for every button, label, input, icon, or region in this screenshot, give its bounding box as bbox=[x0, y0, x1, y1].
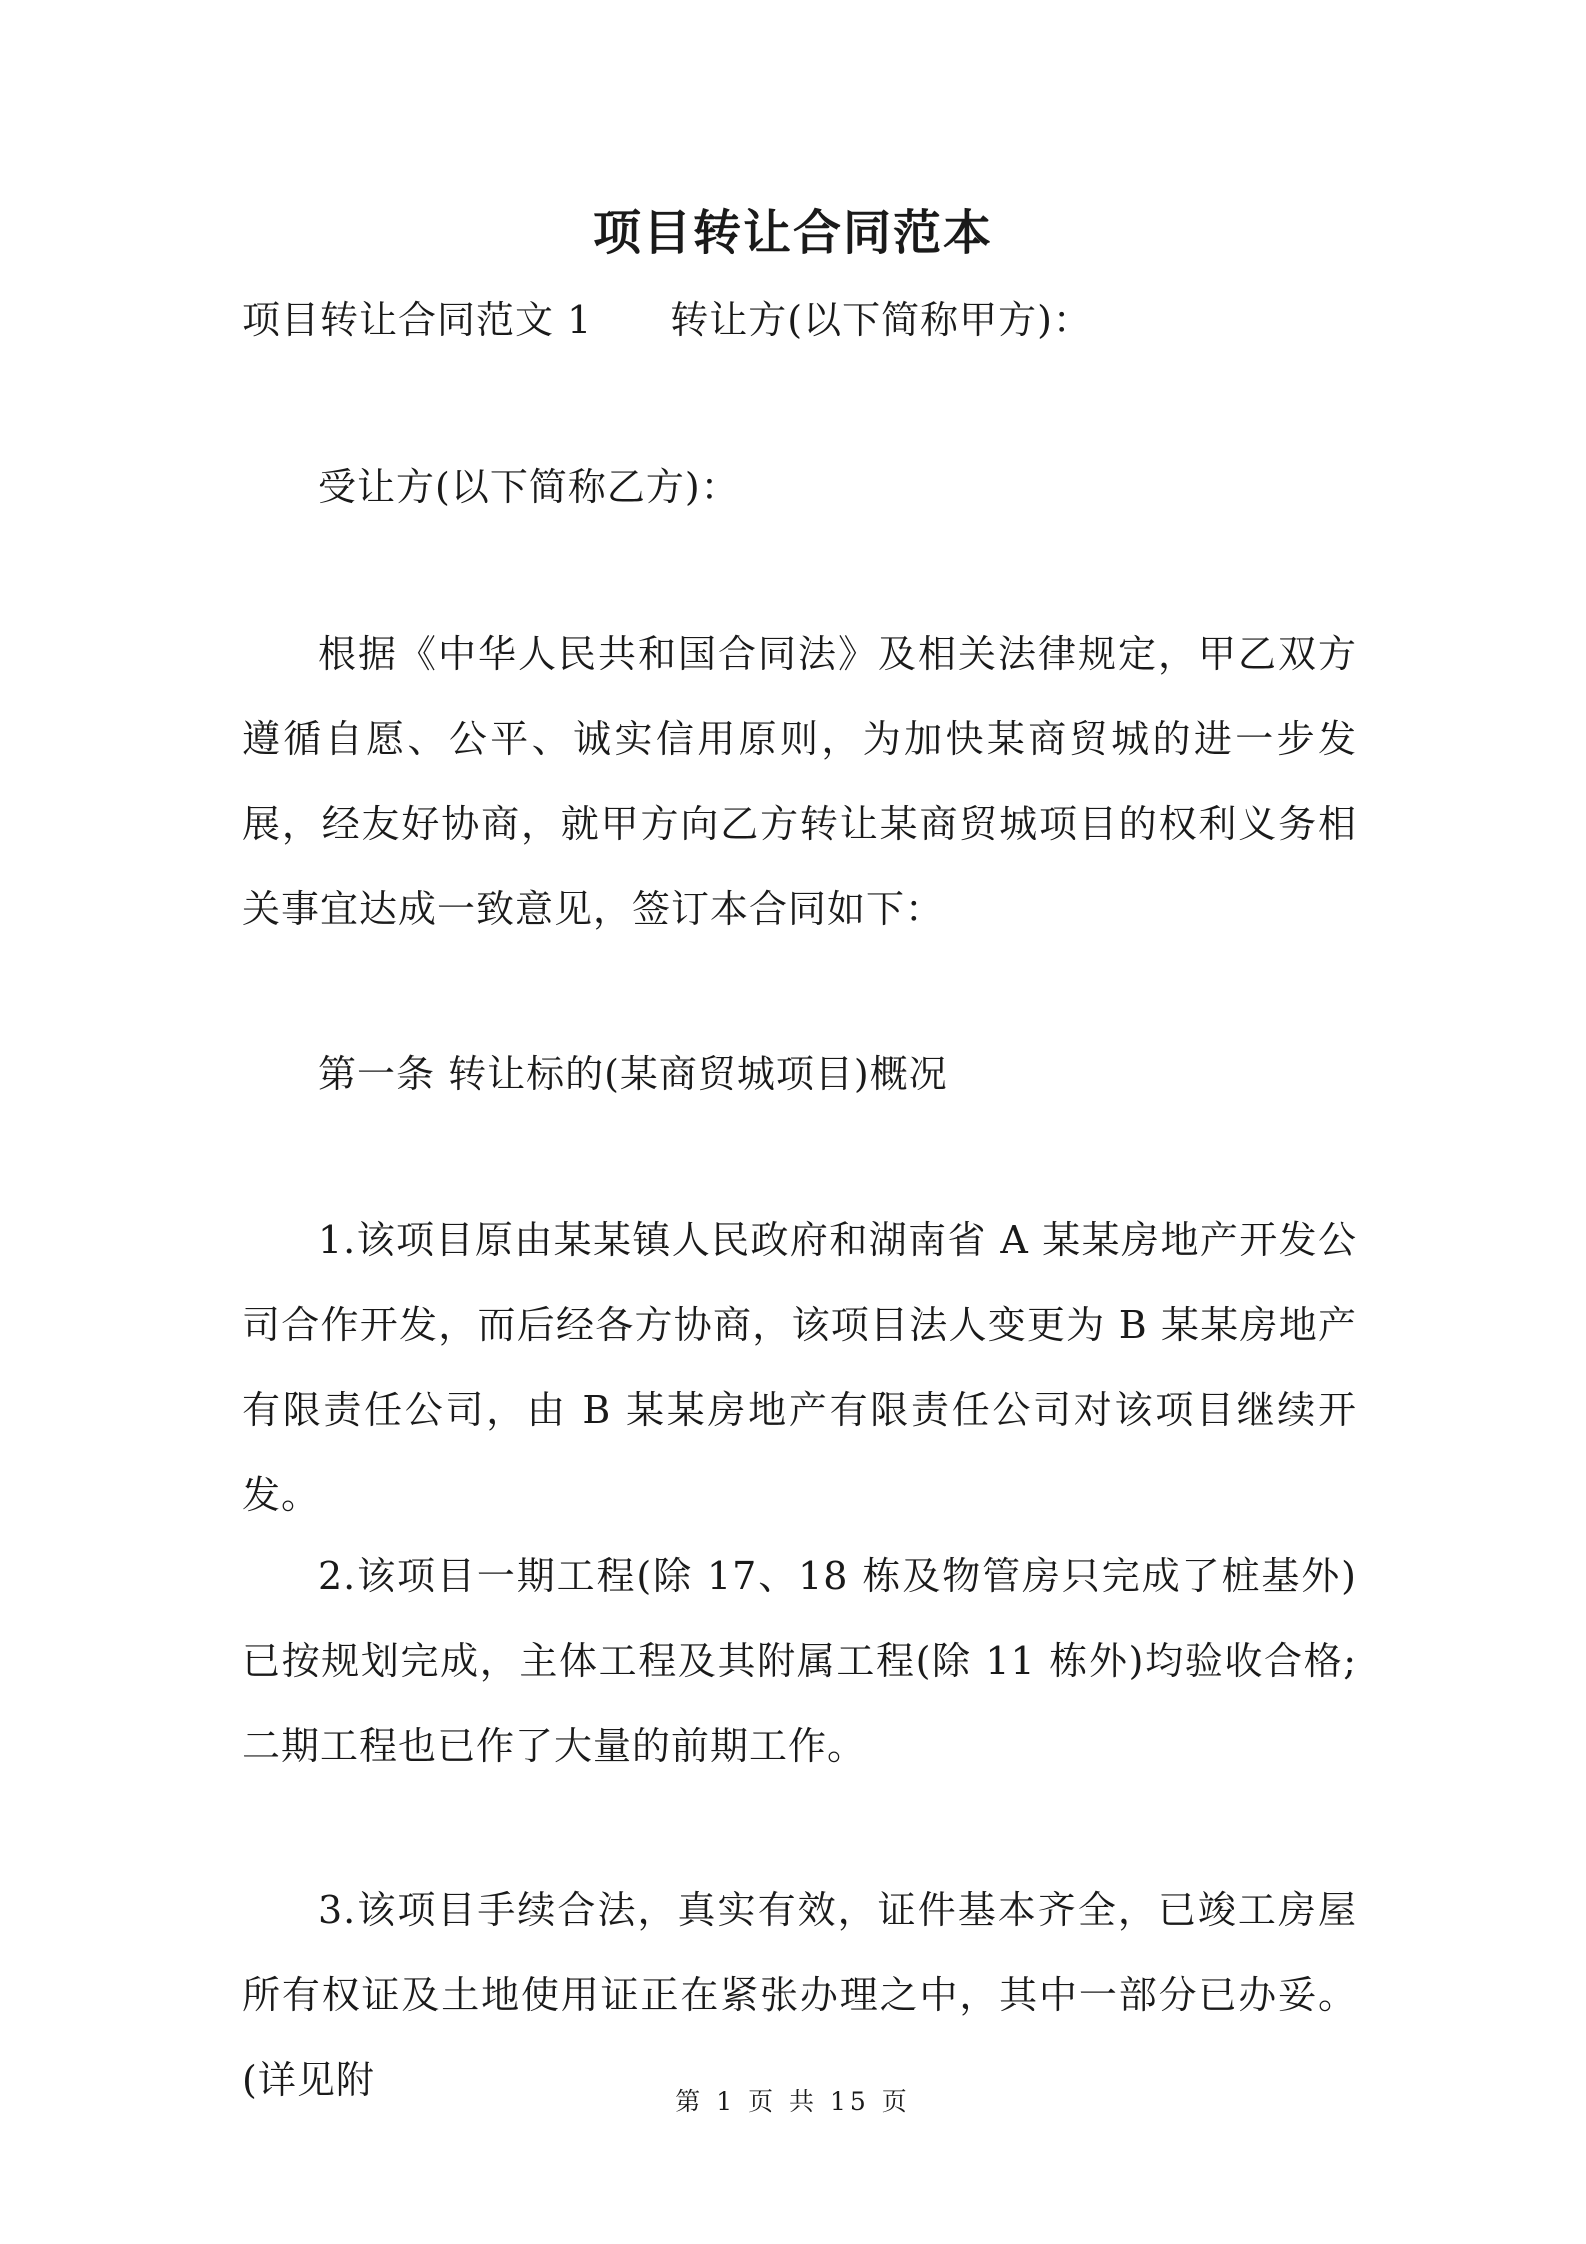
transferor-label: 转让方(以下简称甲方)： bbox=[670, 298, 1092, 342]
clause-2-paragraph: 2.该项目一期工程(除 17、18 栋及物管房只完成了桩基外)已按规划完成，主体工程及其附属工程(除 11 栋外)均验收合格;二期工程也已作了大量的前期工作。 bbox=[242, 1554, 1357, 1768]
clause-3-paragraph: 3.该项目手续合法，真实有效，证件基本齐全，已竣工房屋所有权证及土地使用证正在紧张办理之中，其中一部分已办妥。(详见附 bbox=[242, 1888, 1357, 2102]
preamble-paragraph: 根据《中华人民共和国合同法》及相关法律规定，甲乙双方遵循自愿、公平、诚实信用原则，为加快某商贸城的进一步发展，经友好协商，就甲方向乙方转让某商贸城项目的权利义务相关事宜达成一致意见，签订本合同如下： bbox=[242, 632, 1357, 931]
document-title: 项目转让合同范本 bbox=[592, 205, 993, 261]
intro-line bbox=[242, 278, 1357, 363]
transferee-label: 受让方(以下简称乙方)： bbox=[318, 465, 740, 509]
intro-heading: 项目转让合同范文 1 bbox=[242, 298, 593, 342]
article-1-heading: 第一条 转让标的(某商贸城项目)概况 bbox=[318, 1052, 948, 1096]
clause-1-paragraph: 1.该项目原由某某镇人民政府和湖南省 A 某某房地产开发公司合作开发，而后经各方协商，该项目法人变更为 B 某某房地产有限责任公司，由 B 某某房地产有限责任公司对该项目继续开发。 bbox=[242, 1218, 1357, 1517]
page-indicator: 第 1 页 共 15 页 bbox=[675, 2087, 911, 2116]
